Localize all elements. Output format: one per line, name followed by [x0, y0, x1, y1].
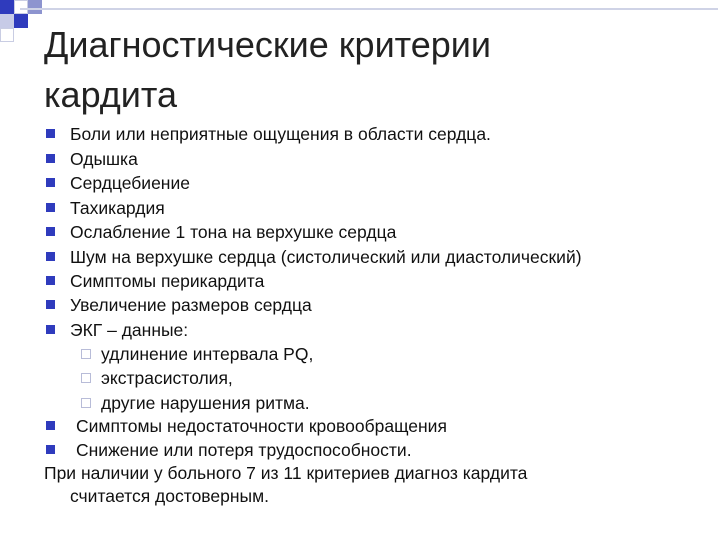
list-item: ЭКГ – данные: — [70, 320, 189, 340]
sub-list-item: другие нарушения ритма. — [101, 393, 310, 413]
square-bullet-icon — [46, 421, 55, 430]
list-item: Боли или неприятные ощущения в области сердца. — [70, 124, 491, 144]
list-item: Ослабление 1 тона на верхушке сердца — [70, 222, 397, 242]
square-bullet-icon — [46, 178, 55, 187]
square-bullet-icon — [46, 300, 55, 309]
list-item: Снижение или потеря трудоспособности. — [76, 440, 412, 460]
list-item: Шум на верхушке сердца (систолический или диастолический) — [70, 247, 582, 267]
conclusion-line-2: считается достоверным. — [70, 486, 270, 506]
deco-square — [28, 0, 42, 14]
sub-list-item: удлинение интервала PQ, — [101, 344, 314, 364]
conclusion-text — [44, 462, 527, 508]
checkbox-bullet-icon — [81, 373, 91, 383]
list-item: Одышка — [70, 149, 138, 169]
deco-square — [0, 0, 14, 14]
square-bullet-icon — [46, 325, 55, 334]
slide-title — [44, 20, 684, 120]
header-rule — [20, 8, 718, 10]
deco-square — [0, 28, 14, 42]
square-bullet-icon — [46, 252, 55, 261]
square-bullet-icon — [46, 445, 55, 454]
list-item: Симптомы недостаточности кровообращения — [76, 416, 447, 436]
title-line-2: кардита — [44, 74, 177, 115]
conclusion-line-1: При наличии у больного 7 из 11 критериев диагноз кардита — [44, 463, 528, 483]
square-bullet-icon — [46, 227, 55, 236]
square-bullet-icon — [46, 129, 55, 138]
square-bullet-icon — [46, 203, 55, 212]
sub-list-item: экстрасистолия, — [101, 368, 233, 388]
list-item: Увеличение размеров сердца — [70, 295, 312, 315]
square-bullet-icon — [46, 154, 55, 163]
list-item: Симптомы перикардита — [70, 271, 265, 291]
deco-square — [14, 0, 28, 14]
list-item: Сердцебиение — [70, 173, 190, 193]
checkbox-bullet-icon — [81, 349, 91, 359]
title-line-1: Диагностические критерии — [44, 24, 492, 65]
square-bullet-icon — [46, 276, 55, 285]
deco-square — [0, 14, 14, 28]
list-item: Тахикардия — [70, 198, 165, 218]
deco-square — [14, 14, 28, 28]
checkbox-bullet-icon — [81, 398, 91, 408]
